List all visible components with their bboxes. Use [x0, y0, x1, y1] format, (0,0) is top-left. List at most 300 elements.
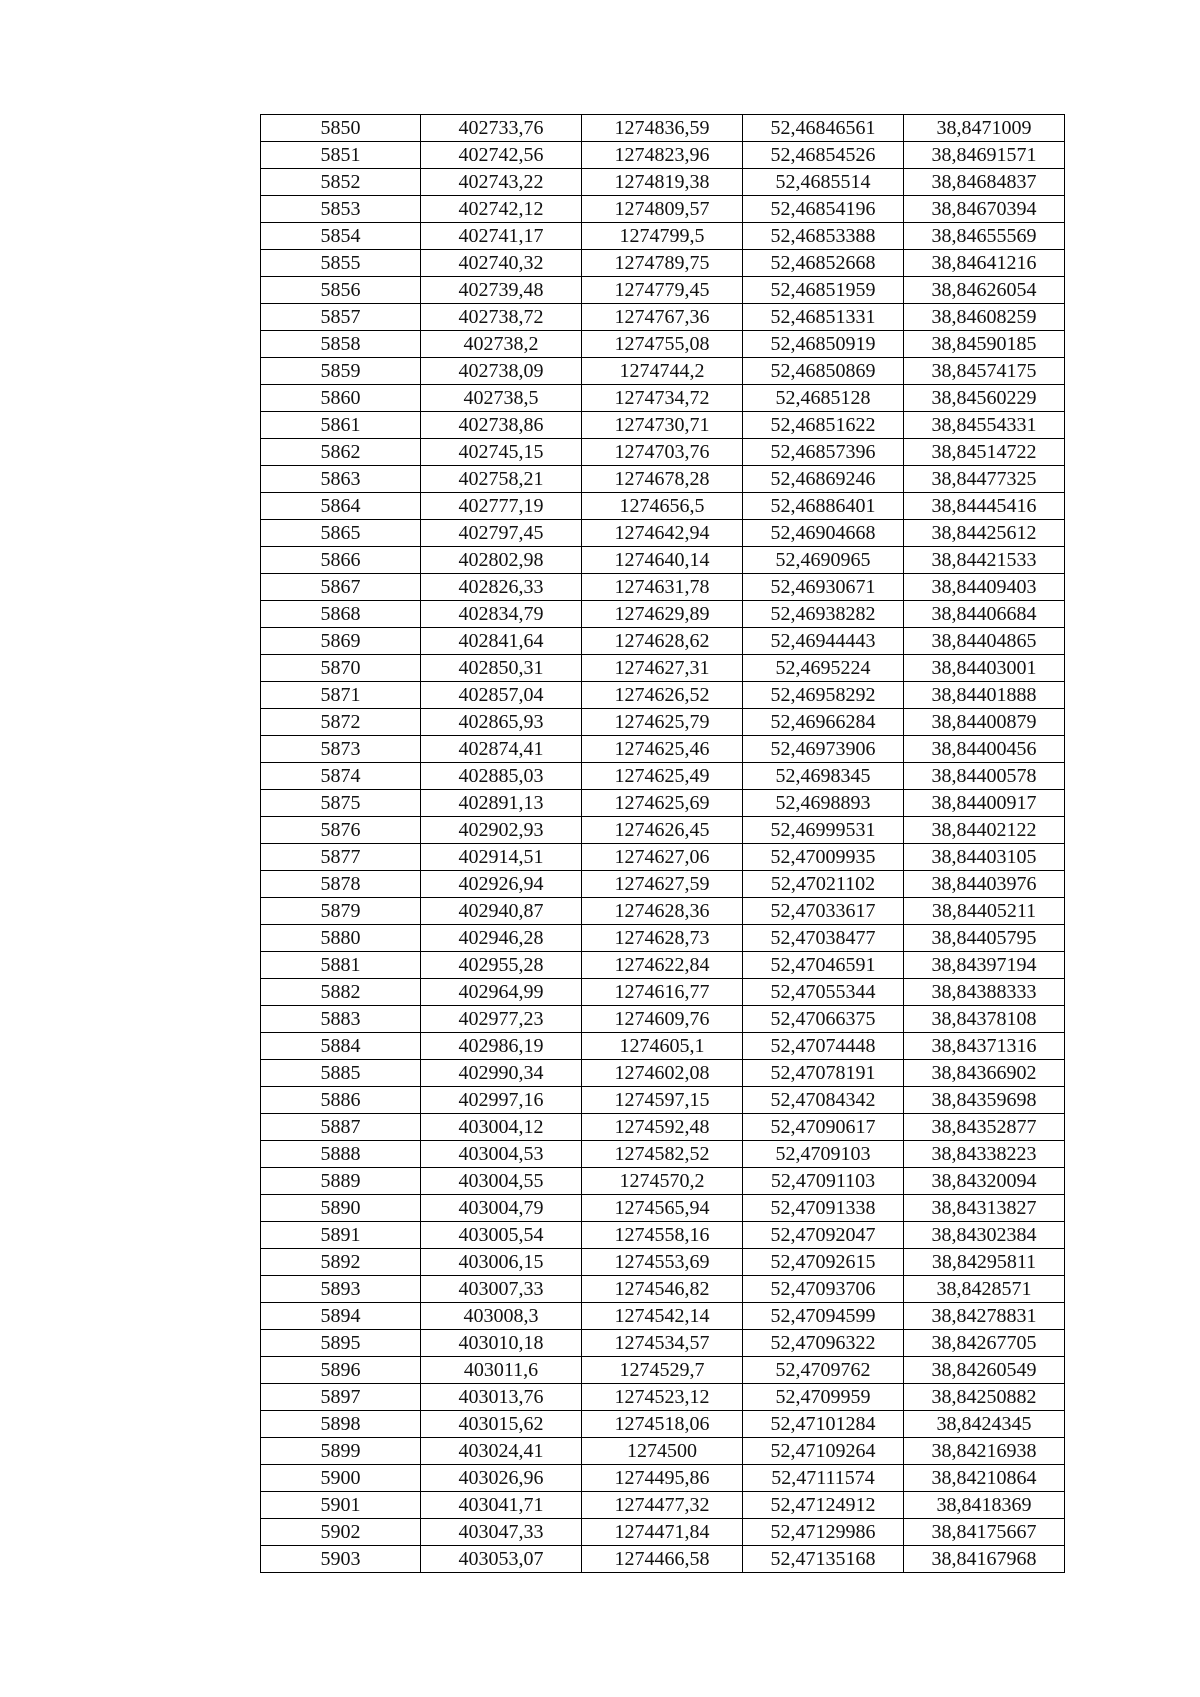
- y-coordinate-cell: 1274628,73: [582, 925, 743, 952]
- x-coordinate-cell: 402834,79: [421, 601, 582, 628]
- x-coordinate-cell: 403041,71: [421, 1492, 582, 1519]
- y-coordinate-cell: 1274799,5: [582, 223, 743, 250]
- latitude-cell: 52,47038477: [743, 925, 904, 952]
- y-coordinate-cell: 1274627,59: [582, 871, 743, 898]
- y-coordinate-cell: 1274628,62: [582, 628, 743, 655]
- table-row: [261, 1141, 1065, 1168]
- y-coordinate-cell: 1274626,45: [582, 817, 743, 844]
- point-number-cell: 5876: [261, 817, 421, 844]
- point-number-cell: 5887: [261, 1114, 421, 1141]
- x-coordinate-cell: 403026,96: [421, 1465, 582, 1492]
- latitude-cell: 52,47101284: [743, 1411, 904, 1438]
- latitude-cell: 52,46999531: [743, 817, 904, 844]
- x-coordinate-cell: 403011,6: [421, 1357, 582, 1384]
- table-row: [261, 1357, 1065, 1384]
- point-number-cell: 5899: [261, 1438, 421, 1465]
- latitude-cell: 52,46852668: [743, 250, 904, 277]
- latitude-cell: 52,47092047: [743, 1222, 904, 1249]
- table-row: [261, 1411, 1065, 1438]
- point-number-cell: 5859: [261, 358, 421, 385]
- longitude-cell: 38,8428571: [904, 1276, 1065, 1303]
- latitude-cell: 52,46930671: [743, 574, 904, 601]
- point-number-cell: 5855: [261, 250, 421, 277]
- table-row: [261, 1195, 1065, 1222]
- table-row: [261, 1114, 1065, 1141]
- latitude-cell: 52,46851331: [743, 304, 904, 331]
- point-number-cell: 5878: [261, 871, 421, 898]
- point-number-cell: 5896: [261, 1357, 421, 1384]
- y-coordinate-cell: 1274629,89: [582, 601, 743, 628]
- x-coordinate-cell: 403024,41: [421, 1438, 582, 1465]
- latitude-cell: 52,46851959: [743, 277, 904, 304]
- point-number-cell: 5891: [261, 1222, 421, 1249]
- y-coordinate-cell: 1274640,14: [582, 547, 743, 574]
- point-number-cell: 5901: [261, 1492, 421, 1519]
- y-coordinate-cell: 1274529,7: [582, 1357, 743, 1384]
- x-coordinate-cell: 402891,13: [421, 790, 582, 817]
- longitude-cell: 38,84560229: [904, 385, 1065, 412]
- point-number-cell: 5894: [261, 1303, 421, 1330]
- y-coordinate-cell: 1274609,76: [582, 1006, 743, 1033]
- x-coordinate-cell: 402955,28: [421, 952, 582, 979]
- longitude-cell: 38,84402122: [904, 817, 1065, 844]
- longitude-cell: 38,84175667: [904, 1519, 1065, 1546]
- latitude-cell: 52,47084342: [743, 1087, 904, 1114]
- x-coordinate-cell: 402745,15: [421, 439, 582, 466]
- x-coordinate-cell: 402914,51: [421, 844, 582, 871]
- table-row: [261, 682, 1065, 709]
- table-row: [261, 385, 1065, 412]
- point-number-cell: 5861: [261, 412, 421, 439]
- y-coordinate-cell: 1274809,57: [582, 196, 743, 223]
- longitude-cell: 38,84445416: [904, 493, 1065, 520]
- latitude-cell: 52,46851622: [743, 412, 904, 439]
- x-coordinate-cell: 403047,33: [421, 1519, 582, 1546]
- point-number-cell: 5873: [261, 736, 421, 763]
- y-coordinate-cell: 1274582,52: [582, 1141, 743, 1168]
- table-row: [261, 1330, 1065, 1357]
- point-number-cell: 5850: [261, 115, 421, 142]
- y-coordinate-cell: 1274627,31: [582, 655, 743, 682]
- latitude-cell: 52,46853388: [743, 223, 904, 250]
- x-coordinate-cell: 403005,54: [421, 1222, 582, 1249]
- y-coordinate-cell: 1274627,06: [582, 844, 743, 871]
- y-coordinate-cell: 1274553,69: [582, 1249, 743, 1276]
- longitude-cell: 38,84590185: [904, 331, 1065, 358]
- coordinates-table-body: [261, 115, 1065, 1573]
- longitude-cell: 38,8424345: [904, 1411, 1065, 1438]
- longitude-cell: 38,84421533: [904, 547, 1065, 574]
- point-number-cell: 5869: [261, 628, 421, 655]
- table-row: [261, 547, 1065, 574]
- y-coordinate-cell: 1274744,2: [582, 358, 743, 385]
- table-row: [261, 1492, 1065, 1519]
- longitude-cell: 38,84359698: [904, 1087, 1065, 1114]
- point-number-cell: 5864: [261, 493, 421, 520]
- point-number-cell: 5892: [261, 1249, 421, 1276]
- table-row: [261, 196, 1065, 223]
- y-coordinate-cell: 1274767,36: [582, 304, 743, 331]
- x-coordinate-cell: 403015,62: [421, 1411, 582, 1438]
- y-coordinate-cell: 1274628,36: [582, 898, 743, 925]
- table-row: [261, 223, 1065, 250]
- y-coordinate-cell: 1274730,71: [582, 412, 743, 439]
- x-coordinate-cell: 402926,94: [421, 871, 582, 898]
- point-number-cell: 5852: [261, 169, 421, 196]
- table-row: [261, 817, 1065, 844]
- longitude-cell: 38,84313827: [904, 1195, 1065, 1222]
- x-coordinate-cell: 402850,31: [421, 655, 582, 682]
- table-row: [261, 655, 1065, 682]
- latitude-cell: 52,47066375: [743, 1006, 904, 1033]
- x-coordinate-cell: 402742,12: [421, 196, 582, 223]
- table-row: [261, 115, 1065, 142]
- coordinates-table: [260, 114, 1065, 1573]
- longitude-cell: 38,84302384: [904, 1222, 1065, 1249]
- y-coordinate-cell: 1274789,75: [582, 250, 743, 277]
- longitude-cell: 38,84409403: [904, 574, 1065, 601]
- table-row: [261, 871, 1065, 898]
- point-number-cell: 5871: [261, 682, 421, 709]
- point-number-cell: 5863: [261, 466, 421, 493]
- longitude-cell: 38,84278831: [904, 1303, 1065, 1330]
- y-coordinate-cell: 1274656,5: [582, 493, 743, 520]
- longitude-cell: 38,84400879: [904, 709, 1065, 736]
- latitude-cell: 52,47094599: [743, 1303, 904, 1330]
- latitude-cell: 52,4685514: [743, 169, 904, 196]
- y-coordinate-cell: 1274518,06: [582, 1411, 743, 1438]
- table-row: [261, 142, 1065, 169]
- y-coordinate-cell: 1274678,28: [582, 466, 743, 493]
- longitude-cell: 38,84210864: [904, 1465, 1065, 1492]
- x-coordinate-cell: 402738,5: [421, 385, 582, 412]
- point-number-cell: 5854: [261, 223, 421, 250]
- table-row: [261, 1168, 1065, 1195]
- y-coordinate-cell: 1274625,69: [582, 790, 743, 817]
- x-coordinate-cell: 402797,45: [421, 520, 582, 547]
- point-number-cell: 5903: [261, 1546, 421, 1573]
- latitude-cell: 52,47046591: [743, 952, 904, 979]
- x-coordinate-cell: 402986,19: [421, 1033, 582, 1060]
- point-number-cell: 5860: [261, 385, 421, 412]
- point-number-cell: 5868: [261, 601, 421, 628]
- longitude-cell: 38,84401888: [904, 682, 1065, 709]
- latitude-cell: 52,46966284: [743, 709, 904, 736]
- latitude-cell: 52,46938282: [743, 601, 904, 628]
- latitude-cell: 52,46850869: [743, 358, 904, 385]
- latitude-cell: 52,47124912: [743, 1492, 904, 1519]
- latitude-cell: 52,4709959: [743, 1384, 904, 1411]
- latitude-cell: 52,4685128: [743, 385, 904, 412]
- x-coordinate-cell: 402990,34: [421, 1060, 582, 1087]
- table-row: [261, 169, 1065, 196]
- point-number-cell: 5898: [261, 1411, 421, 1438]
- point-number-cell: 5865: [261, 520, 421, 547]
- point-number-cell: 5883: [261, 1006, 421, 1033]
- longitude-cell: 38,84655569: [904, 223, 1065, 250]
- latitude-cell: 52,47078191: [743, 1060, 904, 1087]
- longitude-cell: 38,84378108: [904, 1006, 1065, 1033]
- latitude-cell: 52,4695224: [743, 655, 904, 682]
- point-number-cell: 5867: [261, 574, 421, 601]
- point-number-cell: 5851: [261, 142, 421, 169]
- x-coordinate-cell: 402758,21: [421, 466, 582, 493]
- x-coordinate-cell: 403010,18: [421, 1330, 582, 1357]
- x-coordinate-cell: 402857,04: [421, 682, 582, 709]
- x-coordinate-cell: 402742,56: [421, 142, 582, 169]
- longitude-cell: 38,84320094: [904, 1168, 1065, 1195]
- x-coordinate-cell: 403007,33: [421, 1276, 582, 1303]
- longitude-cell: 38,84400456: [904, 736, 1065, 763]
- longitude-cell: 38,84641216: [904, 250, 1065, 277]
- longitude-cell: 38,84338223: [904, 1141, 1065, 1168]
- table-row: [261, 952, 1065, 979]
- x-coordinate-cell: 403008,3: [421, 1303, 582, 1330]
- latitude-cell: 52,47093706: [743, 1276, 904, 1303]
- longitude-cell: 38,84400578: [904, 763, 1065, 790]
- y-coordinate-cell: 1274631,78: [582, 574, 743, 601]
- table-row: [261, 466, 1065, 493]
- latitude-cell: 52,4690965: [743, 547, 904, 574]
- point-number-cell: 5862: [261, 439, 421, 466]
- x-coordinate-cell: 402841,64: [421, 628, 582, 655]
- table-row: [261, 763, 1065, 790]
- point-number-cell: 5884: [261, 1033, 421, 1060]
- y-coordinate-cell: 1274755,08: [582, 331, 743, 358]
- point-number-cell: 5874: [261, 763, 421, 790]
- longitude-cell: 38,84403001: [904, 655, 1065, 682]
- table-row: [261, 1303, 1065, 1330]
- latitude-cell: 52,47111574: [743, 1465, 904, 1492]
- point-number-cell: 5875: [261, 790, 421, 817]
- y-coordinate-cell: 1274471,84: [582, 1519, 743, 1546]
- latitude-cell: 52,4698345: [743, 763, 904, 790]
- longitude-cell: 38,84626054: [904, 277, 1065, 304]
- longitude-cell: 38,84366902: [904, 1060, 1065, 1087]
- table-row: [261, 250, 1065, 277]
- table-row: [261, 412, 1065, 439]
- table-row: [261, 439, 1065, 466]
- latitude-cell: 52,47096322: [743, 1330, 904, 1357]
- table-row: [261, 844, 1065, 871]
- table-row: [261, 601, 1065, 628]
- x-coordinate-cell: 402885,03: [421, 763, 582, 790]
- longitude-cell: 38,84554331: [904, 412, 1065, 439]
- table-row: [261, 736, 1065, 763]
- x-coordinate-cell: 403053,07: [421, 1546, 582, 1573]
- y-coordinate-cell: 1274523,12: [582, 1384, 743, 1411]
- x-coordinate-cell: 403004,55: [421, 1168, 582, 1195]
- point-number-cell: 5888: [261, 1141, 421, 1168]
- y-coordinate-cell: 1274823,96: [582, 142, 743, 169]
- latitude-cell: 52,47074448: [743, 1033, 904, 1060]
- point-number-cell: 5881: [261, 952, 421, 979]
- y-coordinate-cell: 1274546,82: [582, 1276, 743, 1303]
- table-row: [261, 1384, 1065, 1411]
- latitude-cell: 52,4709103: [743, 1141, 904, 1168]
- longitude-cell: 38,84352877: [904, 1114, 1065, 1141]
- table-row: [261, 628, 1065, 655]
- longitude-cell: 38,84295811: [904, 1249, 1065, 1276]
- longitude-cell: 38,84684837: [904, 169, 1065, 196]
- latitude-cell: 52,46857396: [743, 439, 904, 466]
- x-coordinate-cell: 402738,09: [421, 358, 582, 385]
- longitude-cell: 38,8418369: [904, 1492, 1065, 1519]
- latitude-cell: 52,46846561: [743, 115, 904, 142]
- x-coordinate-cell: 402802,98: [421, 547, 582, 574]
- x-coordinate-cell: 402777,19: [421, 493, 582, 520]
- table-row: [261, 1249, 1065, 1276]
- table-row: [261, 709, 1065, 736]
- table-row: [261, 304, 1065, 331]
- longitude-cell: 38,84167968: [904, 1546, 1065, 1573]
- point-number-cell: 5882: [261, 979, 421, 1006]
- latitude-cell: 52,46850919: [743, 331, 904, 358]
- y-coordinate-cell: 1274819,38: [582, 169, 743, 196]
- table-row: [261, 574, 1065, 601]
- x-coordinate-cell: 402874,41: [421, 736, 582, 763]
- y-coordinate-cell: 1274616,77: [582, 979, 743, 1006]
- table-row: [261, 1438, 1065, 1465]
- y-coordinate-cell: 1274592,48: [582, 1114, 743, 1141]
- longitude-cell: 38,84425612: [904, 520, 1065, 547]
- table-row: [261, 493, 1065, 520]
- longitude-cell: 38,84405795: [904, 925, 1065, 952]
- y-coordinate-cell: 1274542,14: [582, 1303, 743, 1330]
- point-number-cell: 5895: [261, 1330, 421, 1357]
- table-row: [261, 358, 1065, 385]
- x-coordinate-cell: 402743,22: [421, 169, 582, 196]
- latitude-cell: 52,47129986: [743, 1519, 904, 1546]
- point-number-cell: 5893: [261, 1276, 421, 1303]
- y-coordinate-cell: 1274534,57: [582, 1330, 743, 1357]
- x-coordinate-cell: 402940,87: [421, 898, 582, 925]
- table-row: [261, 1033, 1065, 1060]
- point-number-cell: 5900: [261, 1465, 421, 1492]
- table-row: [261, 331, 1065, 358]
- longitude-cell: 38,84250882: [904, 1384, 1065, 1411]
- longitude-cell: 38,84403105: [904, 844, 1065, 871]
- latitude-cell: 52,47109264: [743, 1438, 904, 1465]
- latitude-cell: 52,47009935: [743, 844, 904, 871]
- longitude-cell: 38,84691571: [904, 142, 1065, 169]
- y-coordinate-cell: 1274779,45: [582, 277, 743, 304]
- x-coordinate-cell: 402741,17: [421, 223, 582, 250]
- latitude-cell: 52,46973906: [743, 736, 904, 763]
- longitude-cell: 38,84574175: [904, 358, 1065, 385]
- table-row: [261, 1222, 1065, 1249]
- y-coordinate-cell: 1274625,49: [582, 763, 743, 790]
- y-coordinate-cell: 1274625,79: [582, 709, 743, 736]
- y-coordinate-cell: 1274703,76: [582, 439, 743, 466]
- table-row: [261, 898, 1065, 925]
- longitude-cell: 38,84400917: [904, 790, 1065, 817]
- latitude-cell: 52,46958292: [743, 682, 904, 709]
- y-coordinate-cell: 1274734,72: [582, 385, 743, 412]
- y-coordinate-cell: 1274836,59: [582, 115, 743, 142]
- y-coordinate-cell: 1274495,86: [582, 1465, 743, 1492]
- x-coordinate-cell: 402733,76: [421, 115, 582, 142]
- y-coordinate-cell: 1274605,1: [582, 1033, 743, 1060]
- point-number-cell: 5856: [261, 277, 421, 304]
- x-coordinate-cell: 402865,93: [421, 709, 582, 736]
- x-coordinate-cell: 402826,33: [421, 574, 582, 601]
- x-coordinate-cell: 402964,99: [421, 979, 582, 1006]
- point-number-cell: 5853: [261, 196, 421, 223]
- y-coordinate-cell: 1274500: [582, 1438, 743, 1465]
- longitude-cell: 38,84670394: [904, 196, 1065, 223]
- longitude-cell: 38,84406684: [904, 601, 1065, 628]
- latitude-cell: 52,46904668: [743, 520, 904, 547]
- latitude-cell: 52,4709762: [743, 1357, 904, 1384]
- latitude-cell: 52,46854526: [743, 142, 904, 169]
- y-coordinate-cell: 1274565,94: [582, 1195, 743, 1222]
- point-number-cell: 5880: [261, 925, 421, 952]
- longitude-cell: 38,84514722: [904, 439, 1065, 466]
- longitude-cell: 38,84260549: [904, 1357, 1065, 1384]
- table-row: [261, 1276, 1065, 1303]
- point-number-cell: 5885: [261, 1060, 421, 1087]
- point-number-cell: 5889: [261, 1168, 421, 1195]
- point-number-cell: 5858: [261, 331, 421, 358]
- point-number-cell: 5866: [261, 547, 421, 574]
- latitude-cell: 52,47092615: [743, 1249, 904, 1276]
- y-coordinate-cell: 1274570,2: [582, 1168, 743, 1195]
- longitude-cell: 38,84267705: [904, 1330, 1065, 1357]
- table-row: [261, 1087, 1065, 1114]
- point-number-cell: 5902: [261, 1519, 421, 1546]
- y-coordinate-cell: 1274477,32: [582, 1492, 743, 1519]
- x-coordinate-cell: 403013,76: [421, 1384, 582, 1411]
- longitude-cell: 38,84216938: [904, 1438, 1065, 1465]
- table-row: [261, 1465, 1065, 1492]
- x-coordinate-cell: 403004,12: [421, 1114, 582, 1141]
- x-coordinate-cell: 402997,16: [421, 1087, 582, 1114]
- latitude-cell: 52,47090617: [743, 1114, 904, 1141]
- x-coordinate-cell: 402738,86: [421, 412, 582, 439]
- y-coordinate-cell: 1274625,46: [582, 736, 743, 763]
- latitude-cell: 52,47033617: [743, 898, 904, 925]
- point-number-cell: 5857: [261, 304, 421, 331]
- latitude-cell: 52,46854196: [743, 196, 904, 223]
- longitude-cell: 38,84404865: [904, 628, 1065, 655]
- point-number-cell: 5872: [261, 709, 421, 736]
- latitude-cell: 52,47091338: [743, 1195, 904, 1222]
- longitude-cell: 38,84371316: [904, 1033, 1065, 1060]
- longitude-cell: 38,84388333: [904, 979, 1065, 1006]
- y-coordinate-cell: 1274622,84: [582, 952, 743, 979]
- longitude-cell: 38,84477325: [904, 466, 1065, 493]
- x-coordinate-cell: 402739,48: [421, 277, 582, 304]
- table-row: [261, 277, 1065, 304]
- x-coordinate-cell: 402946,28: [421, 925, 582, 952]
- point-number-cell: 5879: [261, 898, 421, 925]
- longitude-cell: 38,84608259: [904, 304, 1065, 331]
- longitude-cell: 38,8471009: [904, 115, 1065, 142]
- point-number-cell: 5886: [261, 1087, 421, 1114]
- x-coordinate-cell: 402738,2: [421, 331, 582, 358]
- latitude-cell: 52,46869246: [743, 466, 904, 493]
- latitude-cell: 52,47135168: [743, 1546, 904, 1573]
- longitude-cell: 38,84403976: [904, 871, 1065, 898]
- x-coordinate-cell: 403004,53: [421, 1141, 582, 1168]
- table-row: [261, 1006, 1065, 1033]
- x-coordinate-cell: 402738,72: [421, 304, 582, 331]
- latitude-cell: 52,47055344: [743, 979, 904, 1006]
- x-coordinate-cell: 403004,79: [421, 1195, 582, 1222]
- point-number-cell: 5890: [261, 1195, 421, 1222]
- x-coordinate-cell: 402977,23: [421, 1006, 582, 1033]
